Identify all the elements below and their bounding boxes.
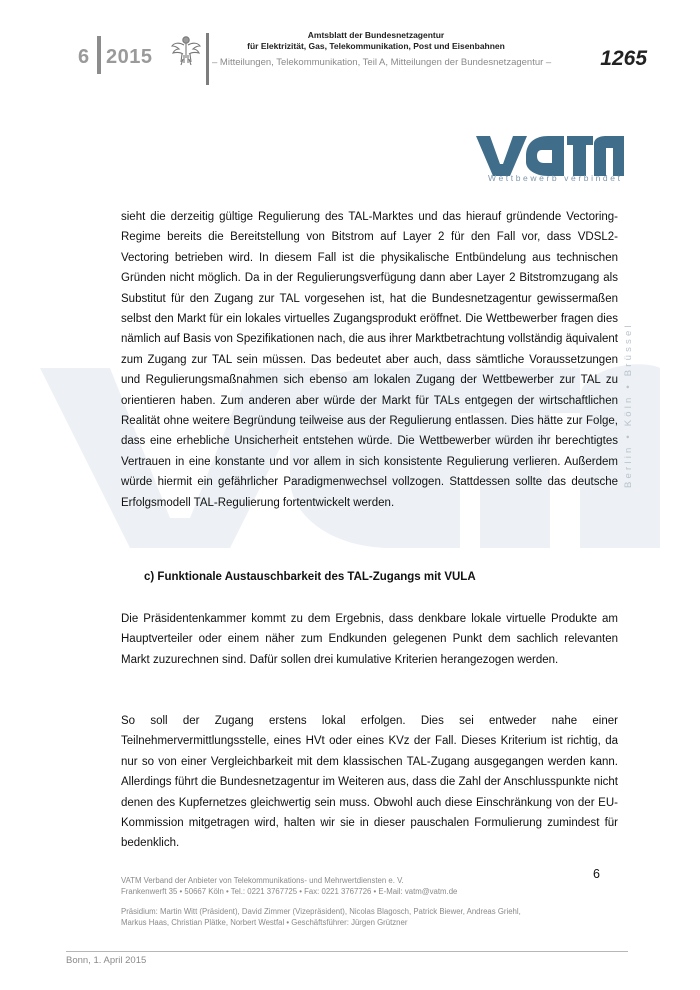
- section-heading: c) Funktionale Austauschbarkeit des TAL-Zugangs mit VULA: [144, 571, 476, 583]
- gazette-page-number: 1265: [600, 47, 647, 70]
- footer-association: VATM Verband der Anbieter von Telekommunikations- und Mehrwertdiensten e. V.: [121, 876, 404, 885]
- body-paragraph-3: So soll der Zugang erstens lokal erfolgen. Dies sei entweder nahe einer Teilnehmervermittlungsstelle, eines HVt oder eines KVz der Fall. Dieses Kriterium ist richtig, da nur so von einer Vergleichbarkeit mit dem klassischen TAL-Zugang ausgegangen werden kann. Allerdings führt die Bundesnetzagentur im Weiteren aus, dass die Zahl der Anschlusspunkte nicht denen des Kupfernetzes gleichwertig sein muss. Obwohl auch diese Einschränkung von der EU-Kommission mitgetragen wird, halten wir sie in dieser pauschalen Formulierung zumindest für bedenklich.: [121, 715, 618, 850]
- footer-divider: [66, 951, 628, 952]
- gazette-subtitle: für Elektrizität, Gas, Telekommunikation, Post und Eisenbahnen: [247, 41, 505, 51]
- logo-tagline: Wettbewerb verbindet: [488, 173, 623, 183]
- issue-year: 2015: [106, 46, 153, 68]
- letter-page-number: 6: [593, 867, 600, 881]
- body-paragraph-2: Die Präsidentenkammer kommt zu dem Ergebnis, dass denkbare lokale virtuelle Produkte am Hauptverteiler oder einem näher zum Endkunden gelegenen Punkt dem sachlich relevanten Markt zuzurechnen sind. Dafür sollen drei kumulative Kriterien herangezogen werden.: [121, 613, 618, 666]
- footer-board-1: Präsidium: Martin Witt (Präsident), David Zimmer (Vizepräsident), Nicolas Blagosch, Patrick Biewer, Andreas Griehl,: [121, 907, 521, 916]
- locations-vertical-text: Berlin • Köln • Brüssel: [623, 322, 634, 488]
- section-subtitle: – Mitteilungen, Telekommunikation, Teil A, Mitteilungen der Bundesnetzagentur –: [212, 57, 552, 68]
- footer-board-2: Markus Haas, Christian Plätke, Norbert Westfal • Geschäftsführer: Jürgen Grützner: [121, 918, 408, 927]
- body-paragraph-1: sieht die derzeitig gültige Regulierung des TAL-Marktes und das hierauf gründende Vectoring-Regime bereits die Bereitstellung von Bitstrom auf Layer 2 für den Fall vor, dass VDSL2-Vectoring betrieben wird. In diesem Fall ist die physikalische Entbündelung aus technischen Gründen nicht möglich. Da in der Regulierungsverfügung dann aber Layer 2 Bitstromzugang als Substitut für den Zugang zur TAL vorgesehen ist, hat die Bundesnetzagentur gewissermaßen selbst den Markt für ein lokales virtuelles Zugangsprodukt eröffnet. Die Wettbewerber fragen dies nämlich auf Basis von Spezifikationen nach, die aus ihrer Marktbetrachtung vollständig äquivalent zum Zugang zur TAL sein müssen. Das bedeutet aber auch, dass sämtliche Voraussetzungen und Regulierungsmaßnahmen sich ebenso am lokalen Zugang der Wettbewerber zur TAL zu orientieren haben. Zum anderen aber würde der Markt für TALs entgegen der wirtschaftlichen Realität ohne weitere Begründung teilweise aus der Regulierung entlassen. Dies hätte zur Folge, dass eine erhebliche Unsicherheit entstehen würde. Die Wettbewerber würden ihr berechtigtes Vertrauen in eine konstante und vor allem in sich konsistente Regulierung verlieren. Außerdem würde hiermit ein gefährlicher Paradigmenwechsel vollzogen. Stattdessen sollte das deutsche Erfolgsmodell TAL-Regulierung fortentwickelt werden.: [121, 211, 618, 509]
- issue-separator: [97, 36, 101, 74]
- footer-address: Frankenwerft 35 • 50667 Köln • Tel.: 0221 3767725 • Fax: 0221 3767726 • E-Mail: vatm@vatm.de: [121, 887, 458, 896]
- issue-date: Bonn, 1. April 2015: [66, 955, 147, 966]
- gazette-title: Amtsblatt der Bundesnetzagentur: [307, 30, 445, 40]
- issue-number: 6: [78, 46, 90, 68]
